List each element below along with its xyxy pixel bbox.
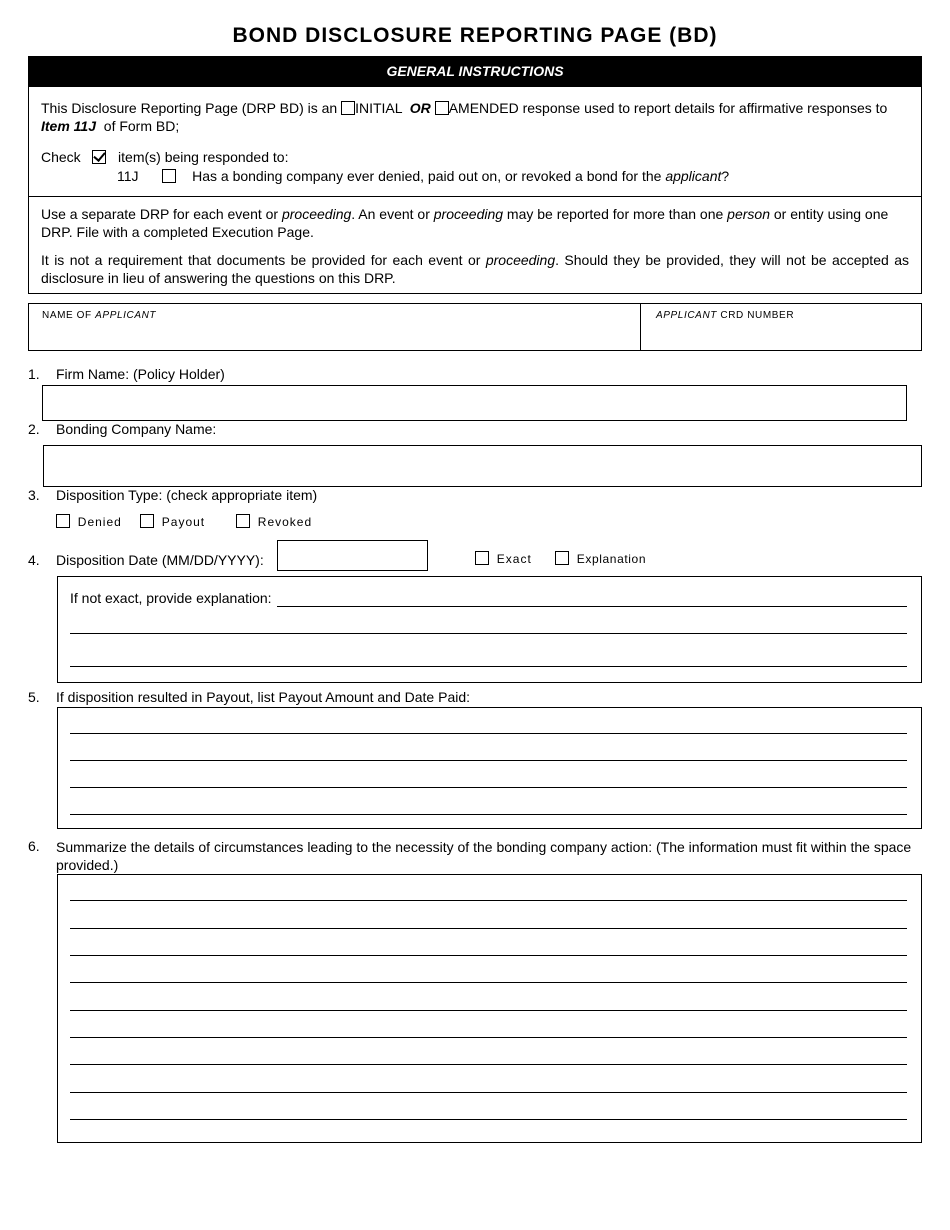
summary-line <box>70 1092 907 1093</box>
or-label: OR <box>409 100 431 116</box>
intro-prefix: This Disclosure Reporting Page (DRP BD) is an <box>41 100 338 116</box>
check-suffix: item(s) being responded to: <box>118 149 289 165</box>
applicant-info-box <box>28 303 922 351</box>
item-reference: Item 11J <box>41 118 96 134</box>
option-explanation[interactable]: Explanation <box>555 550 646 566</box>
denied-checkbox[interactable] <box>56 514 70 528</box>
question-4-text: Disposition Date (MM/DD/YYYY): <box>56 552 264 568</box>
applicant-name-field[interactable] <box>42 326 632 346</box>
initial-label: INITIAL <box>355 100 403 116</box>
initial-checkbox[interactable] <box>341 101 355 115</box>
check-prefix: Check <box>41 149 81 165</box>
option-denied[interactable]: Denied <box>56 513 122 529</box>
bonding-company-input[interactable] <box>43 445 922 487</box>
summary-line <box>70 1037 907 1038</box>
summary-line <box>70 928 907 929</box>
summary-line <box>70 1119 907 1120</box>
applicant-crd-field[interactable] <box>656 326 916 346</box>
explanation-line <box>70 633 907 634</box>
summary-line <box>70 982 907 983</box>
general-instructions-header: GENERAL INSTRUCTIONS <box>29 57 921 87</box>
explanation-box[interactable] <box>57 576 922 683</box>
option-payout[interactable]: Payout <box>140 513 205 529</box>
payout-line <box>70 814 907 815</box>
question-3-text: Disposition Type: (check appropriate item) <box>56 487 318 503</box>
drp-intro-line <box>41 99 887 117</box>
option-exact[interactable]: Exact <box>475 550 532 566</box>
payout-checkbox[interactable] <box>140 514 154 528</box>
amended-label: AMENDED response used to report details for affirmative responses to <box>448 100 888 116</box>
item-reference-suffix: of Form BD; <box>103 118 180 134</box>
exact-checkbox[interactable] <box>475 551 489 565</box>
summary-line <box>70 955 907 956</box>
question-6-text: Summarize the details of circumstances leading to the necessity of the bonding company action: (The information must fit within the space provided.) <box>56 839 912 873</box>
payout-box[interactable] <box>57 707 922 829</box>
item-11j-end: ? <box>721 168 730 184</box>
item-11j-code: 11J <box>117 168 139 184</box>
firm-name-input[interactable] <box>42 385 907 421</box>
question-3-number: 3. <box>28 487 40 503</box>
applicant-name-label: NAME OF APPLICANT <box>42 310 157 321</box>
payout-line <box>70 787 907 788</box>
checkmark-icon <box>92 150 106 164</box>
summary-line <box>70 1064 907 1065</box>
option-revoked[interactable]: Revoked <box>236 513 312 529</box>
summary-box[interactable] <box>57 874 922 1143</box>
revoked-checkbox[interactable] <box>236 514 250 528</box>
page-title: BOND DISCLOSURE REPORTING PAGE (BD) <box>232 24 718 47</box>
item-11j-checkbox[interactable] <box>162 169 176 183</box>
item-11j-row <box>117 167 729 185</box>
summary-line <box>70 900 907 901</box>
explanation-line <box>277 606 907 607</box>
question-5-text: If disposition resulted in Payout, list Payout Amount and Date Paid: <box>56 689 471 705</box>
instructions-paragraph-1: Use a separate DRP for each event or proceeding. An event or proceeding may be reported for more than one person or entity using one DRP. File with a completed Execution Page. <box>41 206 889 240</box>
instructions-paragraph-2: It is not a requirement that documents be provided for each event or proceeding. Should they be provided, they will not be accepted as disclosure in lieu of answering the questions on this DRP. <box>41 252 909 286</box>
question-1-number: 1. <box>28 366 40 382</box>
question-4-number: 4. <box>28 552 40 568</box>
item-reference-line <box>41 117 179 135</box>
instructions-divider <box>29 196 921 197</box>
question-5-number: 5. <box>28 689 40 705</box>
question-6-number: 6. <box>28 838 40 854</box>
question-2-text: Bonding Company Name: <box>56 421 217 437</box>
payout-line <box>70 733 907 734</box>
explanation-label: If not exact, provide explanation: <box>70 590 272 606</box>
question-1-text: Firm Name: (Policy Holder) <box>56 366 225 382</box>
disposition-date-input[interactable] <box>277 540 428 571</box>
item-11j-applicant: applicant <box>665 168 722 184</box>
amended-checkbox[interactable] <box>435 101 449 115</box>
explanation-line <box>70 666 907 667</box>
item-11j-text: Has a bonding company ever denied, paid out on, or revoked a bond for the <box>192 168 662 184</box>
summary-line <box>70 1010 907 1011</box>
payout-line <box>70 760 907 761</box>
question-2-number: 2. <box>28 421 40 437</box>
check-items-line <box>41 148 288 166</box>
applicant-crd-label: APPLICANT CRD NUMBER <box>656 310 795 321</box>
explanation-checkbox[interactable] <box>555 551 569 565</box>
